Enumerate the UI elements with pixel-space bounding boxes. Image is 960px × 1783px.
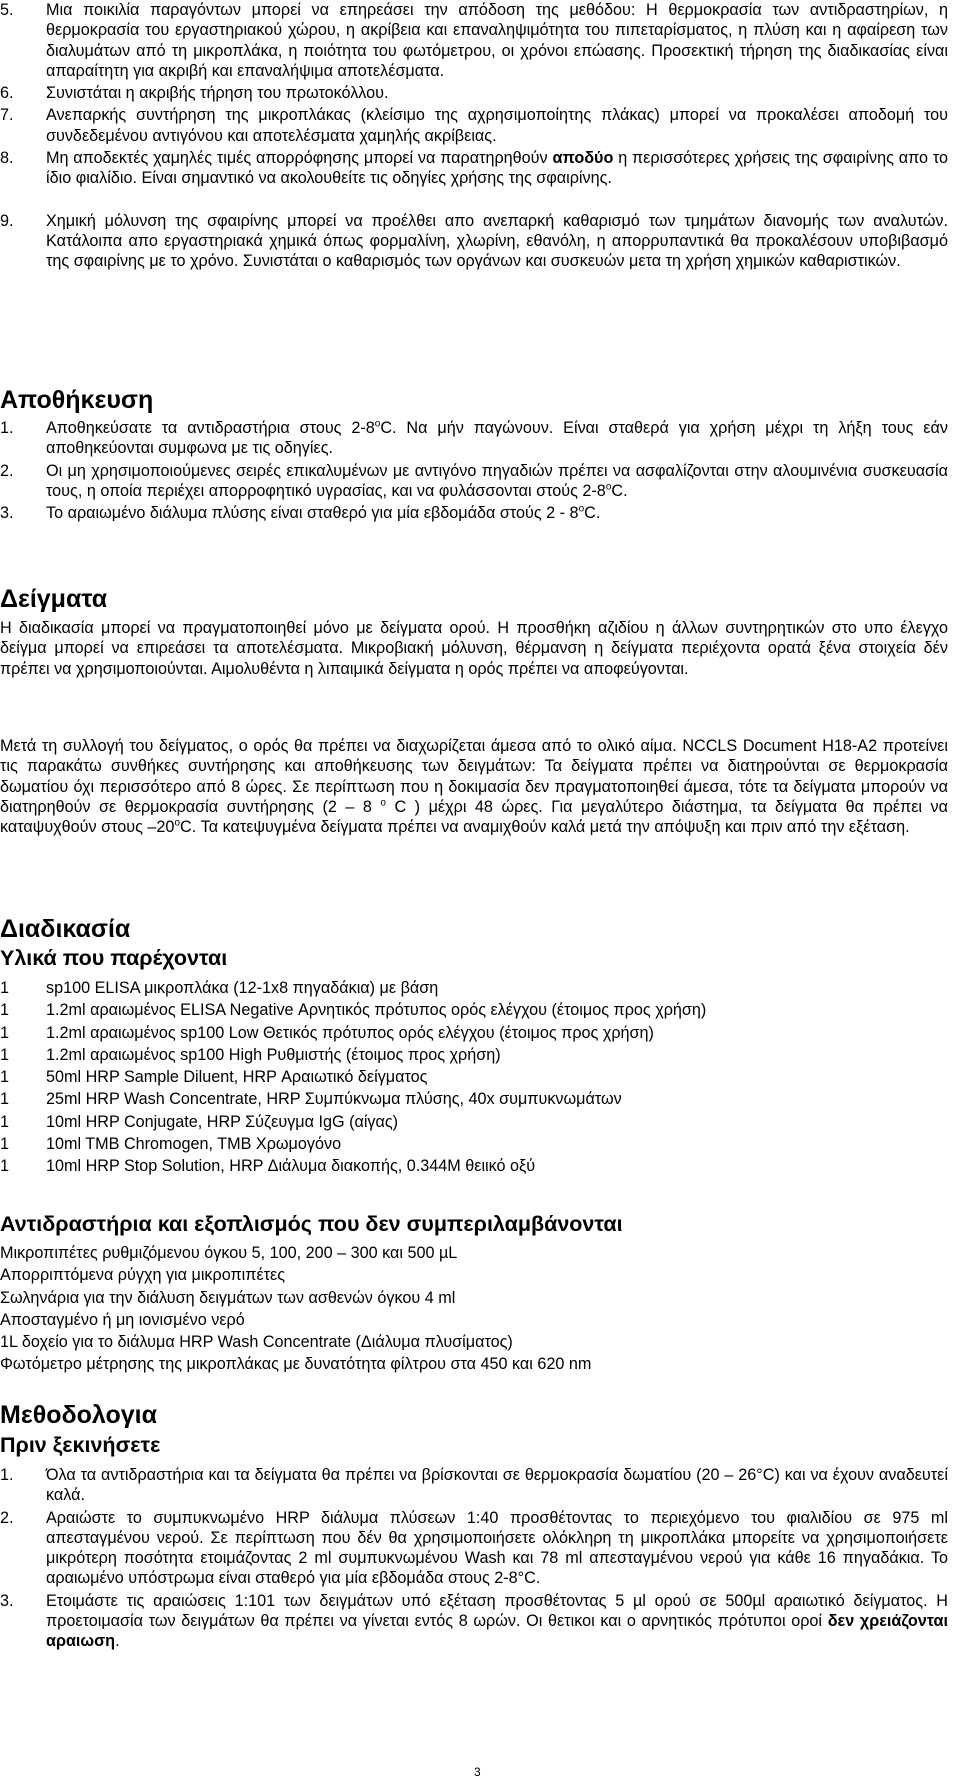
material-qty: 1	[0, 979, 10, 997]
samples-paragraph-1: Η διαδικασία μπορεί να πραγματοποιηθεί μόνο με δείγματα ορού. Η προσθήκη αζιδίου η άλλων συντηρητικών στο υπο έλεγχο δείγμα μπορεί να επιρεάσει τα αποτελέσματα. Μικροβιακή μόλυνση, θέρμανση η δείγματα περιέχοντα ορατά ξένα στοιχεία δέν πρέπει να χρησιμοποιούνται. Αιμολυθέντα η λιπαιμικά δείγματα η ορός πρέπει να αποφεύγονται.	[0, 619, 948, 678]
material-text: 25ml HRP Wash Concentrate, HRP Συμπύκνωμα πλύσης, 40x συμπυκνωμάτων	[46, 1090, 622, 1109]
text-part: C.	[584, 504, 601, 523]
top-numbered-list	[0, 0, 948, 272]
material-item	[0, 1067, 948, 1087]
material-text: 1.2ml αραιωμένος ELISA Negative Αρνητικός πρότυπος ορός ελέγχου (έτοιμος προς χρήση)	[46, 1001, 707, 1020]
text-part: Το αραιωμένο διάλυμα πλύσης είναι σταθερό για μία εβδομάδα στούς 2 - 8	[46, 504, 579, 523]
material-text: 10ml HRP Conjugate, HRP Σύζευγμα IgG (αίγας)	[46, 1112, 399, 1131]
list-item-text: Ανεπαρκής συντήρηση της μικροπλάκας (κλείσιμο της αχρησιμοποίητης πλάκας) μπορεί να προκαλέσει αποδομή του συνδεδεμένου αντιγόνου και αποτελέσματα χαμηλής ακρίβειας.	[46, 106, 948, 145]
list-item-number: 2.	[0, 1508, 14, 1527]
superscript: o	[578, 503, 585, 515]
materials-list	[0, 978, 948, 1177]
list-item	[0, 105, 948, 146]
procedure-heading: Διαδικασία	[0, 915, 131, 943]
list-item-text: Χημική μόλυνση της σφαιρίνης μπορεί να προέλθει απο ανεπαρκή καθαρισμό των τμημάτων διανομής των αναλυτών. Κατάλοιπα απο εργαστηριακά χημικά όπως φορμαλίνη, χλωρίνη, εθανόλη, η απορρυπαντικά θα προκαλέσουν υποβιβασμό της σφαιρίνης με το χρόνο. Συνιστάται ο καθαρισμός των οργάνων και συσκευών μετα τη χρήση χημικών καθαριστικών.	[46, 211, 948, 271]
superscript: o	[374, 418, 381, 430]
item8-part1: Μη αποδεκτές χαμηλές τιμές απορρόφησης μπορεί να παρατηρηθούν	[46, 149, 553, 168]
text-part: Οι μη χρησιμοποιούμενες σειρές επικαλυμένων με αντιγόνο πηγαδιών πρέπει να ασφαλίζονται στην αλουμινένια συσκευασία τους, η οποία περιέχει απορροφητικό υγρασίας, και να φυλάσσονται στούς 2-8	[46, 461, 948, 500]
list-item-number: 6.	[0, 84, 14, 103]
material-qty: 1	[0, 1001, 10, 1020]
list-item-text: Συνιστάται η ακριβής τήρηση του πρωτοκόλλου.	[46, 84, 389, 103]
list-item	[0, 1591, 948, 1652]
storage-list	[0, 418, 948, 523]
item8-bold: αποδύο	[552, 149, 614, 168]
text-part: C ) μέχρι 48 ώρες. Για μεγαλύτερο διάστημα, τα δείγματα θα πρέπει να καταψυχθούν στους –20	[0, 797, 948, 837]
methodology-heading: Μεθοδολογια	[0, 1401, 157, 1429]
bold-text: δεν χρειάζονται αραιωση	[46, 1612, 948, 1651]
item8-part2: η περισσότερες χρήσεις της σφαιρίνης απο το ίδιο φιαλίδιο. Είναι σημαντικό να ακολουθείτε τις οδηγίες χρήσης της σφαιρίνης.	[46, 149, 949, 188]
material-text: 1.2ml αραιωμένος sp100 Low Θετικός πρότυπος ορός ελέγχου (έτοιμος προς χρήση)	[46, 1023, 654, 1042]
material-item	[0, 1156, 948, 1176]
list-item	[0, 148, 948, 189]
list-item	[0, 418, 948, 459]
material-text: 1.2ml αραιωμένος sp100 High Ρυθμιστής (έτοιμος προς χρήση)	[46, 1045, 501, 1064]
list-item-number: 3.	[0, 504, 14, 523]
material-qty: 1	[0, 1157, 10, 1176]
list-item-number: 5.	[0, 1, 14, 19]
materials-heading: Υλικά που παρέχονται	[0, 946, 228, 970]
material-qty: 1	[0, 1112, 10, 1131]
list-item-number: 3.	[0, 1591, 14, 1610]
material-item	[0, 1045, 948, 1065]
list-item	[0, 461, 948, 502]
samples-heading: Δείγματα	[0, 585, 108, 613]
material-qty: 1	[0, 1045, 10, 1064]
superscript: o	[605, 481, 612, 493]
material-qty: 1	[0, 1135, 10, 1154]
not-included-heading: Αντιδραστήρια και εξοπλισμός που δεν συμπεριλαμβάνονται	[0, 1212, 623, 1236]
spacer	[0, 189, 948, 207]
not-included-list	[0, 1243, 948, 1375]
list-item-number: 7.	[0, 106, 14, 125]
list-item: Αποσταγμένο ή μη ιονισμένο νερό	[0, 1310, 245, 1329]
material-item	[0, 1089, 948, 1109]
list-item-number: 9.	[0, 211, 14, 230]
list-item: Σωληνάρια για την διάλυση δειγμάτων των ασθενών όγκου 4 ml	[0, 1288, 456, 1307]
list-item-text	[46, 503, 948, 523]
text-part: C. Τα κατεψυγμένα δείγματα πρέπει να αναμιχθούν καλά μετά την απόψυξη και πριν από την εξέταση.	[180, 818, 910, 837]
material-qty: 1	[0, 1068, 10, 1087]
material-item	[0, 978, 948, 998]
list-item: Μικροπιπέτες ρυθμιζόμενου όγκου 5, 100, 200 – 300 και 500 µL	[0, 1244, 458, 1262]
list-item-text: Μια ποικιλία παραγόντων μπορεί να επηρεάσει την απόδοση της μεθόδου: Η θερμοκρασία των αντιδραστηρίων, η θερμοκρασία του εργαστηριακού χώρου, η ακρίβεια και επαναληψιμότητα του πιπεταρίσματος, η πλύση και η αφαίρεση των διαλυμάτων από τη μικροπλάκα, η ποιότητα του φωτόμετρου, οι χρόνοι επώασης. Προσεκτική τήρηση της διαδικασίας είναι απαραίτητη για ακριβή και επαναλήψιμα αποτελέσματα.	[46, 1, 948, 80]
text-part: .	[115, 1632, 120, 1651]
list-item	[0, 83, 948, 103]
text-part: C.	[611, 481, 628, 500]
list-item-number: 1.	[0, 1466, 14, 1484]
list-item: 1L δοχείο για το διάλυμα HRP Wash Concentrate (Διάλυμα πλυσίματος)	[0, 1333, 513, 1352]
list-item-number: 1.	[0, 419, 14, 437]
text-part: Αποθηκεύσατε τα αντιδραστήρια στους 2-8	[46, 419, 375, 437]
material-item	[0, 1000, 948, 1020]
material-item	[0, 1023, 948, 1043]
list-item-text	[46, 418, 948, 459]
samples-paragraph-2	[0, 736, 948, 837]
list-item-number: 8.	[0, 149, 14, 168]
methodology-list	[0, 1465, 948, 1652]
before-start-heading: Πριν ξεκινήσετε	[0, 1433, 161, 1457]
text-part: C. Να μήν παγώνουν. Είναι σταθερά για χρήση μέχρι τη λήξη τους εάν αποθηκεύονται συμφωνα με τις οδηγίες.	[46, 419, 948, 458]
material-item	[0, 1112, 948, 1132]
list-item: Φωτόμετρο μέτρησης της μικροπλάκας με δυνατότητα φίλτρου στα 450 και 620 nm	[0, 1355, 592, 1374]
page-number: 3	[474, 1765, 481, 1779]
list-item	[0, 1465, 948, 1506]
list-item-text	[46, 148, 948, 189]
text-part: Μετά τη συλλογή του δείγματος, ο ορός θα πρέπει να διαχωρίζεται άμεσα από το ολικό αίμα. NCCLS Document H18-A2 προτείνει τις παρακάτω συνθήκες συντήρησης και αποθήκευσης των δειγμάτων: Τα δείγματα πρέπει να διατηρούνται σε θερμοκρασία δωματίου όχι περισσότερο από 8 ώρες. Σε περίπτωση που η δοκιμασία δεν πραγματοποιηθεί άμεσα, τότε τα δείγματα μπορούν να διατηρηθούν σε θερμοκρασία συντήρησης (2 – 8	[0, 737, 948, 816]
material-qty: 1	[0, 1090, 10, 1109]
list-item-text	[46, 1591, 948, 1652]
list-item	[0, 0, 948, 81]
material-item	[0, 1134, 948, 1154]
material-text: 10ml TMB Chromogen, TMB Χρωμογόνο	[46, 1135, 342, 1154]
list-item-text	[46, 461, 948, 502]
material-text: sp100 ELISA μικροπλάκα (12-1x8 πηγαδάκια) με βάση	[46, 979, 439, 997]
storage-heading: Αποθήκευση	[0, 386, 154, 414]
material-qty: 1	[0, 1023, 10, 1042]
material-text: 50ml HRP Sample Diluent, HRP Αραιωτικό δείγματος	[46, 1068, 428, 1087]
list-item-text: Όλα τα αντιδραστήρια και τα δείγματα θα πρέπει να βρίσκονται σε θερμοκρασία δωματίου (20 – 26°C) και να έχουν αναδευτεί καλά.	[46, 1466, 948, 1505]
text-part: Ετοιμάστε τις αραιώσεις 1:101 των δειγμάτων υπό εξέταση προσθέτοντας 5 µl ορού σε 500µl αραιωτικό δείγματος. Η προετοιμασία των δειγμάτων θα πρέπει να γίνεται εντός 8 ωρών. Οι θετικοι και ο αρνητικός πρότυποι οροί	[46, 1591, 948, 1631]
list-item-number: 2.	[0, 461, 14, 480]
material-text: 10ml HRP Stop Solution, HRP Διάλυμα διακοπής, 0.344M θειικό οξύ	[46, 1157, 536, 1176]
list-item	[0, 211, 948, 272]
superscript: o	[380, 797, 386, 809]
list-item: Απορριπτόμενα ρύγχη για μικροπιπέτες	[0, 1266, 286, 1285]
list-item-text: Αραιώστε το συμπυκνωμένο HRP διάλυμα πλύσεων 1:40 προσθέτοντας το περιεχόμενο του φιαλιδίου σε 975 ml απεσταγμένου νερού. Σε περίπτωση που δέν θα χρησιμοποιήσετε ολόκληρη τη μικροπλάκα μπορείτε να χρησιμοποιήσετε μικρότερη ποσότητα ετοιμάζοντας 2 ml συμπυκνωμένου Wash και 78 ml απεσταγμένου νερού για κάθε 16 πηγαδάκια. Το αραιωμένο υπόστρωμα είναι σταθερό για μία εβδομάδα στους 2-8°C.	[46, 1508, 948, 1588]
superscript: o	[174, 817, 180, 829]
list-item	[0, 503, 948, 523]
list-item	[0, 1508, 948, 1589]
